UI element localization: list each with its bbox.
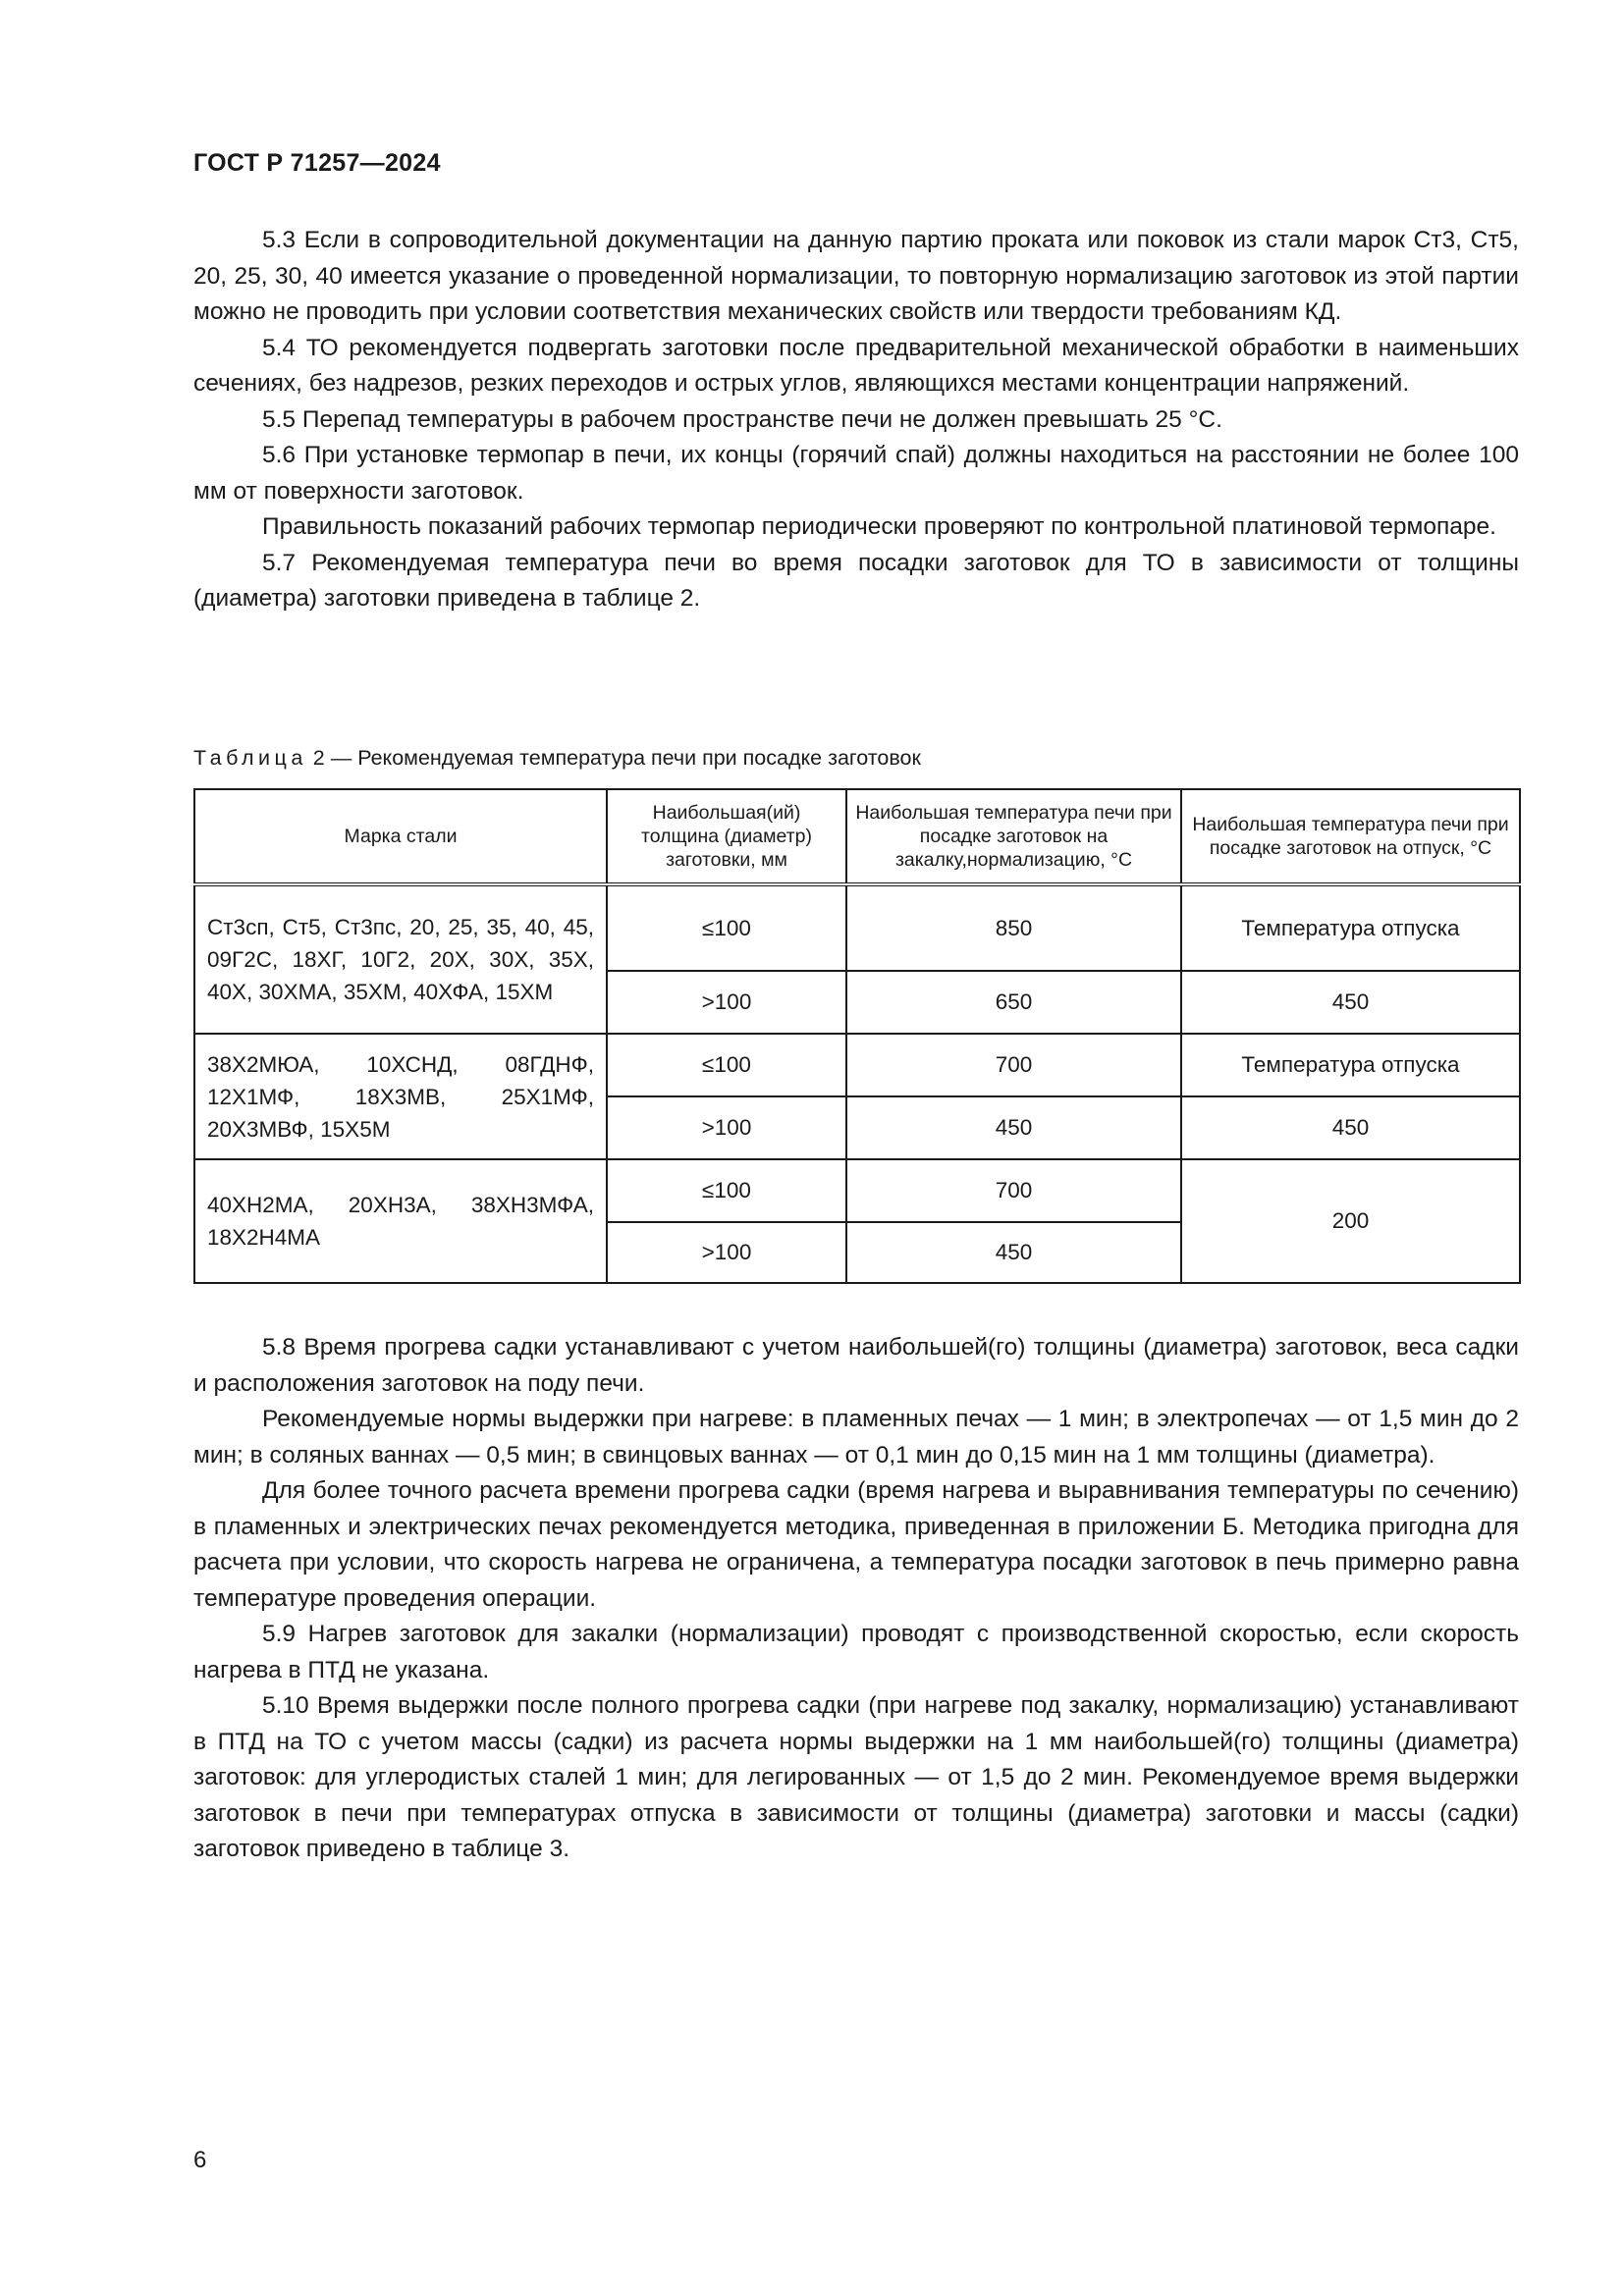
paragraph-5-8: 5.8 Время прогрева садки устанавливают с учетом наибольшей(го) толщины (диаметра) заготовок, веса садки и расположения заготовок на поду печи. [193,1334,1519,1397]
header-temper-temperature: Наибольшая температура печи при посадке заготовок на отпуск, °С [1181,789,1520,884]
quench-temp-cell: 450 [846,1096,1181,1159]
table-caption [193,744,921,772]
paragraph-5-4: 5.4 ТО рекомендуется подвергать заготовки после предварительной механической обработки в наименьших сечениях, без надрезов, резких переходов и острых углов, являющихся местами концентрации напряжений. [193,334,1519,397]
table-row [194,1034,1520,1096]
header-steel-grade: Марка стали [194,789,607,884]
document-header: ГОСТ Р 71257—2024 [193,149,441,177]
paragraph-5-5: 5.5 Перепад температуры в рабочем пространстве печи не должен превышать 25 °С. [262,405,1222,433]
paragraph-5-7: 5.7 Рекомендуемая температура печи во время посадки заготовок для ТО в зависимости от толщины (диаметра) заготовки приведена в таблице 2. [193,549,1519,612]
temper-temp-cell: 450 [1181,1096,1520,1159]
table-row [194,884,1520,971]
thickness-cell: ≤100 [607,1159,846,1222]
temper-temp-cell: 200 [1181,1159,1520,1283]
paragraph-holding-norms: Рекомендуемые нормы выдержки при нагреве: в пламенных печах — 1 мин; в электропечах — от 1,5 мин до 2 мин; в соляных ваннах — 0,5 мин; в свинцовых ваннах — от 0,1 мин до 0,15 мин на 1 мм толщины (диаметра). [193,1406,1519,1468]
furnace-temperature-table [193,788,1521,1284]
thickness-cell: >100 [607,971,846,1034]
header-quench-temperature: Наибольшая температура печи при посадке заготовок на закалку,нормализацию, °С [846,789,1181,884]
steel-grades-cell: 40ХН2МА, 20ХН3А, 38ХН3МФА, 18Х2Н4МА [194,1159,607,1283]
steel-grades-cell: Ст3сп, Ст5, Ст3пс, 20, 25, 35, 40, 45, 09Г2С, 18ХГ, 10Г2, 20Х, 30Х, 35Х, 40Х, 30ХМА, 35ХМ, 40ХФА, 15ХМ [194,884,607,1034]
table-row [194,1159,1520,1222]
paragraph-5-6: 5.6 При установке термопар в печи, их концы (горячий спай) должны находиться на расстоянии не более 100 мм от поверхности заготовок. [193,442,1519,505]
quench-temp-cell: 650 [846,971,1181,1034]
paragraph-5-3: 5.3 Если в сопроводительной документации на данную партию проката или поковок из стали марок Ст3, Ст5, 20, 25, 30, 40 имеется указание о проведенной нормализации, то повторную нормализацию заготовок из этой партии можно не проводить при условии соответствия механических свойств или твердости требованиям КД. [193,227,1519,325]
paragraph-calculation-method: Для более точного расчета времени прогрева садки (время нагрева и выравнивания температуры по сечению) в пламенных и электрических печах рекомендуется методика, приведенная в приложении Б. Методика пригодна для расчета при условии, что скорость нагрева не ограничена, а температура посадки заготовок в печь примерно равна температуре проведения операции. [193,1477,1519,1612]
thickness-cell: ≤100 [607,1034,846,1096]
quench-temp-cell: 700 [846,1159,1181,1222]
page-number: 6 [193,2147,207,2173]
table-caption-title: 2 — Рекомендуемая температура печи при посадке заготовок [312,746,921,770]
temper-temp-cell: Температура отпуска [1181,884,1520,971]
temper-temp-cell: Температура отпуска [1181,1034,1520,1096]
thickness-cell: >100 [607,1096,846,1159]
quench-temp-cell: 700 [846,1034,1181,1096]
quench-temp-cell: 450 [846,1222,1181,1283]
temper-temp-cell: 450 [1181,971,1520,1034]
thickness-cell: ≤100 [607,884,846,971]
thickness-cell: >100 [607,1222,846,1283]
paragraph-thermocouple-check: Правильность показаний рабочих термопар периодически проверяют по контрольной платиновой термопаре. [262,513,1496,540]
body-text-bottom [193,1330,1519,1868]
header-thickness: Наибольшая(ий) толщина (диаметр) заготовки, мм [607,789,846,884]
quench-temp-cell: 850 [846,884,1181,971]
paragraph-5-9: 5.9 Нагрев заготовок для закалки (нормализации) проводят с производственной скоростью, если скорость нагрева в ПТД не указана. [193,1621,1519,1683]
body-text-top [193,223,1519,617]
paragraph-5-10: 5.10 Время выдержки после полного прогрева садки (при нагреве под закалку, нормализацию) устанавливают в ПТД на ТО с учетом массы (садки) из расчета нормы выдержки на 1 мм наибольшей(го) толщины (диаметра) заготовок: для углеродистых сталей 1 мин; для легированных — от 1,5 до 2 мин. Рекомендуемое время выдержки заготовок в печи при температурах отпуска в зависимости от толщины (диаметра) заготовки и массы (садки) заготовок приведено в таблице 3. [193,1692,1519,1862]
table-caption-word: Таблица [193,746,307,770]
table-header-row [194,789,1520,884]
steel-grades-cell: 38Х2МЮА, 10ХСНД, 08ГДНФ, 12Х1МФ, 18Х3МВ, 25Х1МФ, 20Х3МВФ, 15Х5М [194,1034,607,1159]
